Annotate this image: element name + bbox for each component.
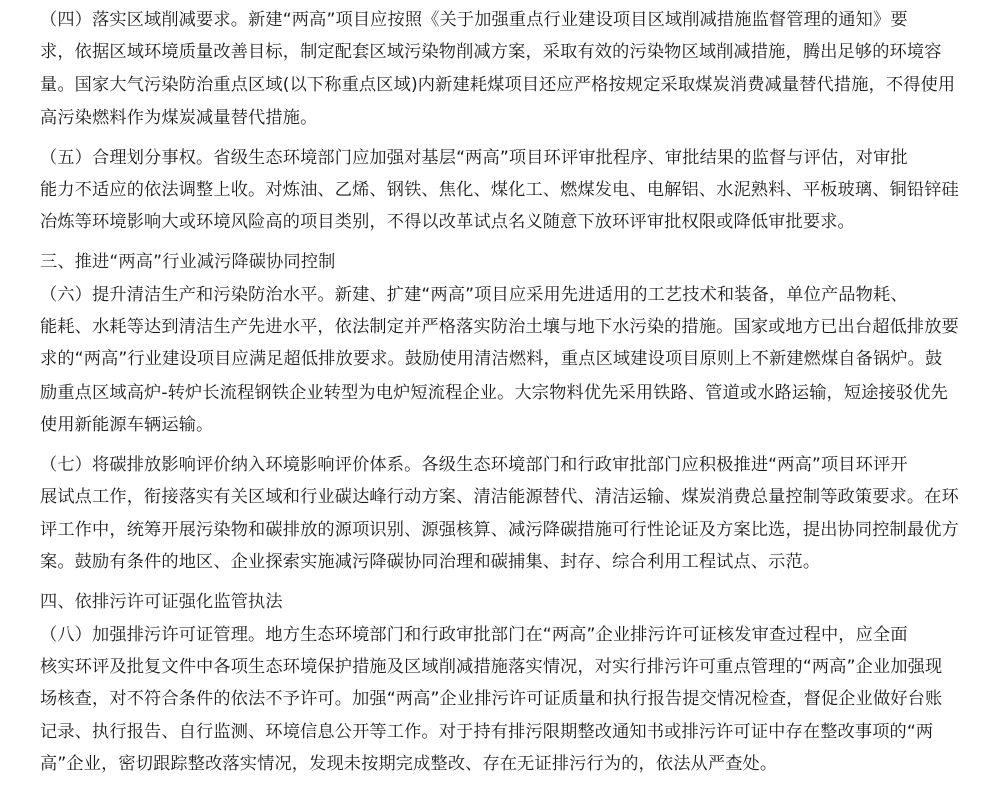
paragraph-line: 场核查，对不符合条件的依法不予许可。加强“两高”企业排污许可证质量和执行报告提交情况检查，督促企业做好台账 <box>40 689 943 709</box>
paragraph-line: 高污染燃料作为煤炭减量替代措施。 <box>40 108 318 128</box>
paragraph-line: （六）提升清洁生产和污染防治水平。新建、扩建“两高”项目应采用先进适用的工艺技术和装备，单位产品物耗、 <box>40 285 908 305</box>
paragraph-line: 求，依据区域环境质量改善目标，制定配套区域污染物削减方案，采取有效的污染物区域削减措施，腾出足够的环境容 <box>40 42 942 62</box>
paragraph-line: （七）将碳排放影响评价纳入环境影响评价体系。各级生态环境部门和行政审批部门应积极推进“两高”项目环评开 <box>40 455 908 475</box>
paragraph-line: （五）合理划分事权。省级生态环境部门应加强对基层“两高”项目环评审批程序、审批结果的监督与评估，对审批 <box>40 148 908 168</box>
paragraph-line: 量。国家大气污染防治重点区域(以下称重点区域)内新建耗煤项目还应严格按规定采取煤炭消费减量替代措施，不得使用 <box>40 75 956 95</box>
paragraph-line: 记录、执行报告、自行监测、环境信息公开等工作。对于持有排污限期整改通知书或排污许可证中存在整改事项的“两 <box>40 722 934 742</box>
paragraph-line: 励重点区域高炉-转炉长流程钢铁企业转型为电炉短流程企业。大宗物料优先采用铁路、管道或水路运输，短途接驳优先 <box>40 383 948 403</box>
paragraph-line: 冶炼等环境影响大或环境风险高的项目类别，不得以改革试点名义随意下放环评审批权限或降低审批要求。 <box>40 212 855 232</box>
paragraph-line: 评工作中，统筹开展污染物和碳排放的源项识别、源强核算、减污降碳措施可行性论证及方案比选，提出协同控制最优方 <box>40 520 959 540</box>
paragraph-line: （四）落实区域削减要求。新建“两高”项目应按照《关于加强重点行业建设项目区域削减措施监督管理的通知》要 <box>40 10 908 30</box>
paragraph-line: 使用新能源车辆运输。 <box>40 415 214 435</box>
paragraph-line: 高”企业，密切跟踪整改落实情况，发现未按期完成整改、存在无证排污行为的，依法从严查处。 <box>40 754 778 774</box>
paragraph-line: （八）加强排污许可证管理。地方生态环境部门和行政审批部门在“两高”企业排污许可证核发审查过程中，应全面 <box>40 625 908 645</box>
paragraph-line: 求的“两高”行业建设项目应满足超低排放要求。鼓励使用清洁燃料，重点区域建设项目原则上不新建燃煤自备锅炉。鼓 <box>40 349 943 369</box>
paragraph-line: 能力不适应的依法调整上收。对炼油、乙烯、钢铁、焦化、煤化工、燃煤发电、电解铝、水泥熟料、平板玻璃、铜铅锌硅 <box>40 180 959 200</box>
paragraph-line: 能耗、水耗等达到清洁生产先进水平，依法制定并严格落实防治土壤与地下水污染的措施。国家或地方已出台超低排放要 <box>40 317 959 337</box>
paragraph-line: 展试点工作，衔接落实有关区域和行业碳达峰行动方案、清洁能源替代、清洁运输、煤炭消费总量控制等政策要求。在环 <box>40 487 959 507</box>
section-heading: 三、推进“两高”行业减污降碳协同控制 <box>40 252 336 272</box>
section-heading: 四、依排污许可证强化监管执法 <box>40 592 283 612</box>
paragraph-line: 案。鼓励有条件的地区、企业探索实施减污降碳协同治理和碳捕集、封存、综合利用工程试点、示范。 <box>40 552 821 572</box>
paragraph-line: 核实环评及批复文件中各项生态环境保护措施及区域削减措施落实情况，对实行排污许可重点管理的“两高”企业加强现 <box>40 657 943 677</box>
